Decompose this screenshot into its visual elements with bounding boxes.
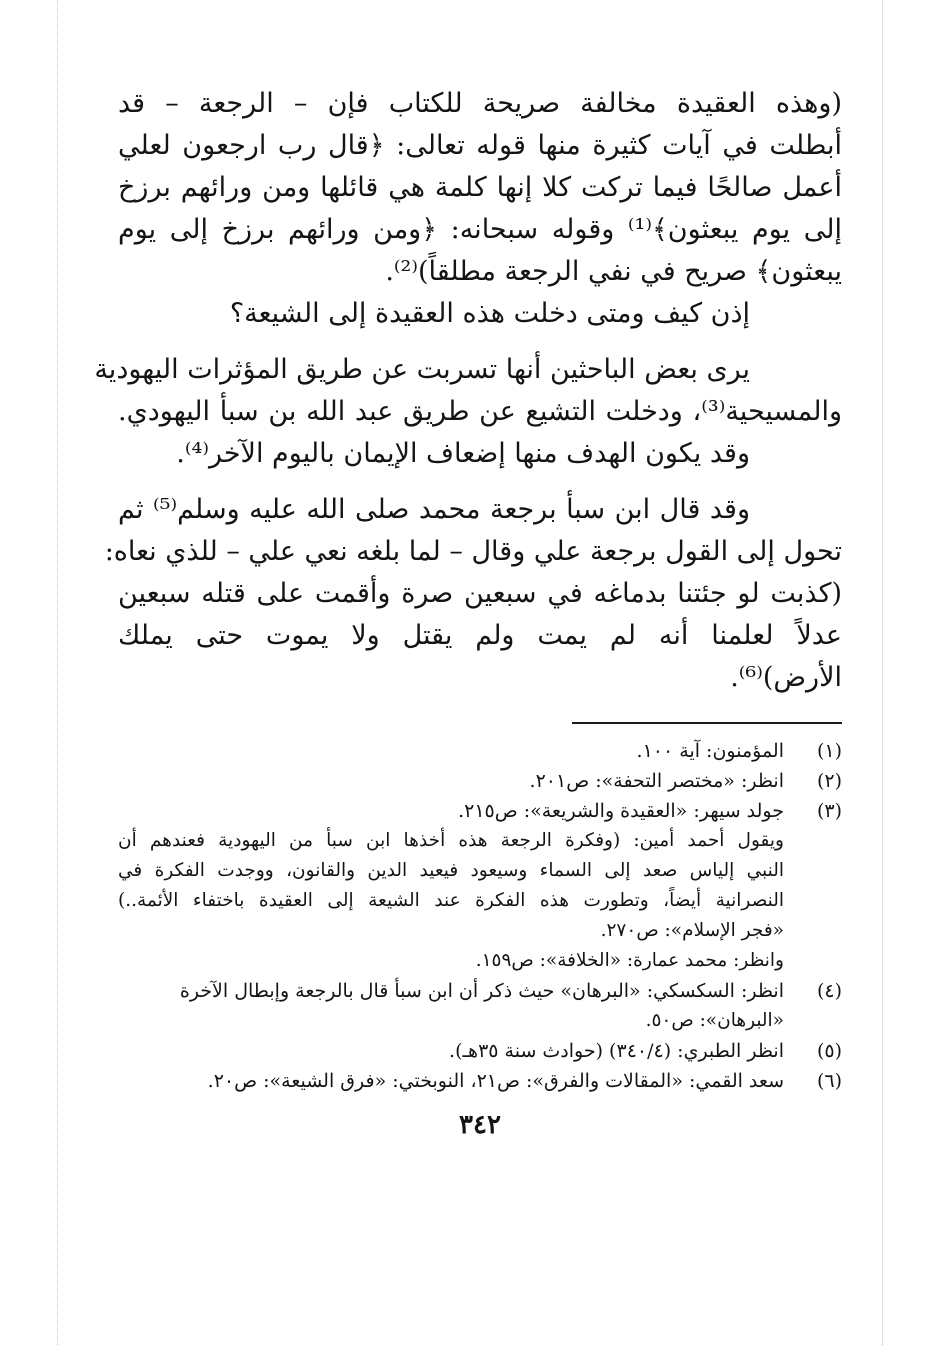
footnote-text: «فجر الإسلام»: ص٢٧٠. [600, 920, 784, 941]
right-dotted-margin [882, 0, 883, 1345]
book-page [94, 84, 842, 1140]
footnote-3-continuation [118, 948, 842, 978]
left-dotted-margin [57, 0, 58, 1345]
footnote-number: (٤) [816, 980, 842, 1002]
body-line: يرى بعض الباحثين أنها تسربت عن طريق المؤثرات اليهودية [94, 354, 750, 385]
footnote-text: النصرانية أيضاً، وتطورت هذه الفكرة عند الشيعة إلى العقيدة باختفاء الأئمة..) [118, 890, 784, 911]
footnote-4-continuation [118, 1008, 842, 1038]
footnote-3 [118, 798, 842, 828]
body-line: وقد يكون الهدف منها إضعاف الإيمان باليوم الآخر⁽⁴⁾. [176, 438, 750, 469]
body-line: إذن كيف ومتى دخلت هذه العقيدة إلى الشيعة؟ [229, 298, 750, 329]
footnote-3-continuation [118, 888, 842, 918]
footnote-1 [118, 738, 842, 768]
footnote-number: (٣) [816, 800, 842, 822]
footnote-number: (٦) [816, 1070, 842, 1092]
footnote-3-continuation [118, 858, 842, 888]
footnote-text: ويقول أحمد أمين: (وفكرة الرجعة هذه أخذها ابن سبأ من اليهودية فعندهم أن [118, 830, 784, 851]
page-number: ٣٤٢ [459, 1110, 501, 1140]
footnote-separator [572, 722, 842, 724]
footnote-6 [118, 1068, 842, 1098]
body-line: يبعثون﴾ صريح في نفي الرجعة مطلقاً)⁽²⁾. [385, 256, 842, 287]
footnote-number: (٢) [816, 770, 842, 792]
body-line: أبطلت في آيات كثيرة منها قوله تعالى: ﴿قال رب ارجعون لعلي [118, 130, 842, 161]
body-line: والمسيحية⁽³⁾، ودخلت التشيع عن طريق عبد الله بن سبأ اليهودي. [118, 396, 842, 427]
footnote-text: المؤمنون: آية ١٠٠. [636, 740, 784, 762]
footnote-text: انظر الطبري: (٣٤٠/٤) (حوادث سنة ٣٥هـ). [449, 1040, 784, 1062]
body-line: تحول إلى القول برجعة علي وقال – لما بلغه نعي علي – للذي نعاه: [104, 536, 842, 567]
body-line: أعمل صالحًا فيما تركت كلا إنها كلمة هي قائلها ومن ورائهم برزخ [118, 172, 842, 203]
body-line: الأرض)⁽⁶⁾. [730, 662, 842, 693]
paragraph-gap [118, 476, 842, 490]
footnote-text: انظر: السكسكي: «البرهان» حيث ذكر أن ابن سبأ قال بالرجعة وإبطال الآخرة [179, 980, 784, 1002]
footnote-4 [118, 978, 842, 1008]
footnote-number: (١) [816, 740, 842, 762]
footnote-text: «البرهان»: ص٥٠. [645, 1010, 784, 1031]
body-line: إلى يوم يبعثون﴾⁽¹⁾ وقوله سبحانه: ﴿ومن ورائهم برزخ إلى يوم [118, 214, 842, 245]
body-line: عدلاً لعلمنا أنه لم يمت ولم يقتل ولا يموت حتى يملك [118, 620, 842, 651]
footnote-text: جولد سيهر: «العقيدة والشريعة»: ص٢١٥. [458, 800, 784, 822]
paragraph-gap [118, 336, 842, 350]
body-line: (وهذه العقيدة مخالفة صريحة للكتاب فإن – الرجعة – قد [118, 88, 842, 119]
footnote-number: (٥) [816, 1040, 842, 1062]
footnote-5 [118, 1038, 842, 1068]
footnote-3-continuation [118, 918, 842, 948]
footnote-text: انظر: «مختصر التحفة»: ص٢٠١. [529, 770, 784, 792]
body-line: (كذبت لو جئتنا بدماغه في سبعين صرة وأقمت على قتله سبعين [118, 578, 842, 609]
footnote-3-continuation [118, 828, 842, 858]
footnote-text: وانظر: محمد عمارة: «الخلافة»: ص١٥٩. [475, 950, 784, 971]
body-line: وقد قال ابن سبأ برجعة محمد صلى الله عليه وسلم⁽⁵⁾ ثم [118, 494, 751, 525]
footnote-text: سعد القمي: «المقالات والفرق»: ص٢١، النوبختي: «فرق الشيعة»: ص٢٠. [207, 1070, 784, 1092]
footnote-text: النبي إلياس صعد إلى السماء وسيعود فيعيد الدين والقانون، ووجدت الفكرة في [118, 860, 784, 881]
footnote-2 [118, 768, 842, 798]
